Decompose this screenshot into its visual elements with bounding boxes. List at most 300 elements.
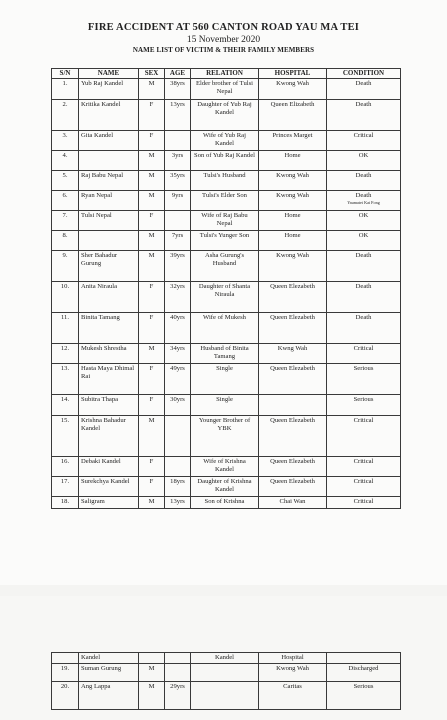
- sex-cell: [139, 79, 165, 100]
- hospital-cell: [259, 282, 327, 313]
- name-cell: [79, 395, 139, 416]
- name-cell: [79, 344, 139, 364]
- table-row: [52, 663, 401, 681]
- sex-cell-text: M: [148, 80, 155, 87]
- age-cell: [165, 100, 191, 131]
- hospital-cell: [259, 171, 327, 191]
- relation-cell-text: Wife of Krishna Kandel: [203, 458, 246, 473]
- name-cell: [79, 497, 139, 509]
- header-hospital: HOSPITAL: [259, 69, 327, 79]
- header-sex: SEX: [139, 69, 165, 79]
- sn-cell: 20.: [52, 681, 79, 709]
- table-cell: Kandel: [191, 653, 259, 664]
- name-cell: [79, 211, 139, 231]
- sn-cell: [52, 191, 79, 211]
- hospital-cell-text: Chai Wan: [279, 498, 306, 505]
- sn-cell-text: 9.: [62, 252, 68, 259]
- hospital-cell-text: Home: [284, 212, 301, 219]
- age-cell: [165, 344, 191, 364]
- header-age: AGE: [165, 69, 191, 79]
- sn-cell: [52, 457, 79, 477]
- condition-cell-text: Critical: [353, 132, 374, 139]
- relation-cell-text: Asha Gurung's Husband: [204, 252, 245, 267]
- hospital-cell: [259, 477, 327, 497]
- hospital-cell-text: Queen Elezabeth: [270, 417, 315, 424]
- sn-cell-text: 8.: [62, 232, 68, 239]
- condition-cell-text: Critical: [353, 417, 374, 424]
- name-cell-text: Surekchya Kandel: [81, 478, 130, 485]
- name-cell: [79, 364, 139, 395]
- name-cell: Suman Gurung: [79, 663, 139, 681]
- hospital-cell-text: Queen Elezabeth: [270, 478, 315, 485]
- sex-cell: [139, 191, 165, 211]
- condition-cell-text: Death: [355, 101, 372, 108]
- table-row: [52, 151, 401, 171]
- age-cell: [165, 313, 191, 344]
- relation-cell: [191, 191, 259, 211]
- sn-cell: 19.: [52, 663, 79, 681]
- sn-cell: [52, 344, 79, 364]
- name-cell-text: Gita Kandel: [81, 132, 114, 139]
- condition-cell-text: OK: [358, 152, 369, 159]
- relation-cell: [191, 344, 259, 364]
- age-cell-text: 32yrs: [170, 283, 185, 290]
- condition-cell: [327, 231, 401, 251]
- hospital-cell: [259, 364, 327, 395]
- age-cell-text: 40yrs: [170, 314, 185, 321]
- relation-cell-text: Daughter of Krishna Kandel: [197, 478, 252, 493]
- sex-cell-text: F: [149, 478, 154, 485]
- continued-header-row: [52, 653, 401, 664]
- victim-table-continued: [51, 652, 401, 710]
- condition-cell-text: Death: [355, 314, 372, 321]
- document-title: FIRE ACCIDENT AT 560 CANTON ROAD YAU MA TEI: [87, 22, 360, 33]
- condition-cell-text: OK: [358, 232, 369, 239]
- condition-cell: [327, 497, 401, 509]
- relation-cell-text: Son of Krishna: [204, 498, 245, 505]
- name-cell-text: Mukesh Shrestha: [81, 345, 127, 352]
- name-cell: Ang Lappa: [79, 681, 139, 709]
- sn-cell-text: 12.: [60, 345, 70, 352]
- condition-cell: [327, 79, 401, 100]
- table-row: [52, 131, 401, 151]
- relation-cell-text: Tulsi's Elder Son: [202, 192, 247, 199]
- age-cell: [165, 231, 191, 251]
- relation-cell-text: Daughter of Yub Raj Kandel: [197, 101, 252, 116]
- hospital-cell: [259, 151, 327, 171]
- sn-cell: [52, 100, 79, 131]
- sex-cell: [139, 131, 165, 151]
- relation-cell-text: Wife of Yub Raj Kandel: [203, 132, 246, 147]
- table-cell: [327, 653, 401, 664]
- table-row: [52, 477, 401, 497]
- age-cell: [165, 282, 191, 313]
- sex-cell: [139, 457, 165, 477]
- hospital-cell-text: Kwong Wah: [276, 252, 309, 259]
- sn-cell: [52, 395, 79, 416]
- sex-cell: [139, 395, 165, 416]
- relation-cell: [191, 211, 259, 231]
- relation-cell-text: Daughter of Shanta Niraula: [198, 283, 251, 298]
- relation-cell: [191, 79, 259, 100]
- age-cell: [165, 395, 191, 416]
- relation-cell: [191, 681, 259, 709]
- hospital-cell: [259, 79, 327, 100]
- name-cell: [79, 282, 139, 313]
- sex-cell: [139, 251, 165, 282]
- hospital-cell: [259, 251, 327, 282]
- condition-cell-text: Serious: [353, 365, 374, 372]
- sn-cell: [52, 477, 79, 497]
- age-cell-text: 13yrs: [170, 101, 185, 108]
- age-cell: [165, 457, 191, 477]
- condition-cell-text: Critical: [353, 458, 374, 465]
- relation-cell: [191, 477, 259, 497]
- age-cell: [165, 211, 191, 231]
- sex-cell-text: M: [148, 232, 155, 239]
- table-row: [52, 231, 401, 251]
- hospital-cell: [259, 131, 327, 151]
- hospital-cell-text: Queen Elezabeth: [270, 458, 315, 465]
- table-row: [52, 313, 401, 344]
- name-cell-text: Sher Bahadur Gurung: [81, 252, 118, 267]
- age-cell-text: 49yrs: [170, 365, 185, 372]
- hospital-cell: [259, 313, 327, 344]
- sn-cell-text: 14.: [60, 396, 70, 403]
- relation-cell: [191, 131, 259, 151]
- condition-cell: [327, 282, 401, 313]
- header-sn: S/N: [52, 69, 79, 79]
- sn-cell-text: 7.: [62, 212, 68, 219]
- sn-cell-text: 11.: [61, 314, 69, 321]
- age-cell-text: 34yrs: [170, 345, 185, 352]
- table-cell: Kandel: [79, 653, 139, 664]
- table-row: [52, 395, 401, 416]
- sn-cell-text: 3.: [62, 132, 68, 139]
- header-condition: CONDITION: [327, 69, 401, 79]
- sn-cell-text: 18.: [60, 498, 70, 505]
- condition-cell-text: Critical: [353, 345, 374, 352]
- sex-cell: [139, 282, 165, 313]
- age-cell-text: 35yrs: [170, 172, 185, 179]
- name-cell: [79, 79, 139, 100]
- sex-cell: [139, 477, 165, 497]
- age-cell: [165, 416, 191, 457]
- condition-cell: [327, 344, 401, 364]
- relation-cell-text: Tulsi's Husband: [203, 172, 246, 179]
- name-cell-text: Anita Niraula: [81, 283, 118, 290]
- sex-cell-text: M: [148, 252, 155, 259]
- relation-cell: [191, 395, 259, 416]
- sex-cell-text: F: [149, 396, 154, 403]
- sex-cell: [139, 171, 165, 191]
- sex-cell: [139, 231, 165, 251]
- hospital-cell: [259, 191, 327, 211]
- victim-table: [51, 68, 401, 509]
- condition-cell: [327, 457, 401, 477]
- hospital-cell-text: Queen Elezabeth: [270, 283, 315, 290]
- hospital-cell: [259, 344, 327, 364]
- sn-cell: [52, 211, 79, 231]
- condition-cell-text: Serious: [353, 396, 374, 403]
- name-cell-text: Hasta Maya Dhimal Rai: [81, 365, 135, 380]
- hospital-cell: [259, 497, 327, 509]
- age-cell-text: 3yrs: [171, 152, 184, 159]
- name-cell-text: Binita Tamang: [81, 314, 120, 321]
- relation-cell: [191, 282, 259, 313]
- sex-cell: M: [139, 681, 165, 709]
- relation-cell: [191, 364, 259, 395]
- sex-cell-text: F: [149, 458, 154, 465]
- relation-cell: [191, 100, 259, 131]
- table-row: [52, 171, 401, 191]
- condition-cell: [327, 251, 401, 282]
- age-cell-text: 39yrs: [170, 252, 185, 259]
- hospital-cell: Caritas: [259, 681, 327, 709]
- hospital-cell: [259, 416, 327, 457]
- sn-cell: [52, 251, 79, 282]
- sex-cell: M: [139, 663, 165, 681]
- relation-cell-text: Elder brother of Tulsi Nepal: [196, 80, 253, 95]
- sn-cell: [52, 364, 79, 395]
- table-row: [52, 79, 401, 100]
- relation-cell-text: Wife of Mukesh: [203, 314, 246, 321]
- name-cell-text: Ryan Nepal: [81, 192, 113, 199]
- hospital-cell-text: Home: [284, 152, 301, 159]
- sn-cell-text: 6.: [62, 192, 68, 199]
- condition-cell: [327, 151, 401, 171]
- age-cell: [165, 171, 191, 191]
- age-cell: [165, 79, 191, 100]
- age-cell: [165, 251, 191, 282]
- condition-cell: [327, 364, 401, 395]
- sex-cell-text: F: [149, 365, 154, 372]
- sn-cell: [52, 231, 79, 251]
- table-header-row: [52, 69, 401, 79]
- name-cell-text: Krishna Bahadur Kandel: [81, 417, 126, 432]
- name-cell-text: Tulsi Nepal: [81, 212, 112, 219]
- sn-cell-text: 2.: [62, 101, 68, 108]
- sex-cell: [139, 151, 165, 171]
- sex-cell: [139, 100, 165, 131]
- name-cell-text: Debaki Kandel: [81, 458, 121, 465]
- age-cell-text: 18yrs: [170, 478, 185, 485]
- table-cell: [52, 653, 79, 664]
- sn-cell: [52, 497, 79, 509]
- condition-cell: Discharged: [327, 663, 401, 681]
- hospital-cell-text: Princes Marget: [272, 132, 313, 139]
- age-cell: [165, 191, 191, 211]
- age-cell-text: 7yrs: [171, 232, 184, 239]
- hospital-cell: [259, 395, 327, 416]
- hospital-cell-text: Queen Elizabeth: [270, 101, 315, 108]
- sn-cell-text: 1.: [62, 80, 68, 87]
- sex-cell: [139, 364, 165, 395]
- relation-cell: [191, 313, 259, 344]
- relation-cell: [191, 416, 259, 457]
- sex-cell-text: M: [148, 152, 155, 159]
- sn-cell: [52, 79, 79, 100]
- sex-cell-text: M: [148, 172, 155, 179]
- age-cell: [165, 131, 191, 151]
- name-cell: [79, 251, 139, 282]
- relation-cell: [191, 497, 259, 509]
- hospital-cell-text: Queen Elezabeth: [270, 314, 315, 321]
- sn-cell-text: 4.: [62, 152, 68, 159]
- hospital-cell: [259, 457, 327, 477]
- document-date: 15 November 2020: [186, 35, 261, 45]
- hospital-cell: Kwong Wah: [259, 663, 327, 681]
- hospital-cell: [259, 100, 327, 131]
- name-cell-text: Saligram: [81, 498, 105, 505]
- table-row: [52, 251, 401, 282]
- relation-cell: [191, 171, 259, 191]
- name-cell: [79, 457, 139, 477]
- condition-cell: [327, 171, 401, 191]
- hospital-cell-text: Kwong Wah: [276, 80, 309, 87]
- condition-cell: [327, 131, 401, 151]
- relation-cell: [191, 251, 259, 282]
- age-cell-text: 9yrs: [171, 192, 184, 199]
- condition-cell-text: OK: [358, 212, 369, 219]
- table-row: [52, 457, 401, 477]
- condition-cell-text: Death: [355, 80, 372, 87]
- condition-cell: [327, 211, 401, 231]
- relation-cell-text: Single: [216, 365, 233, 372]
- name-cell-text: Raj Babu Nepal: [81, 172, 124, 179]
- sn-cell-text: 15.: [60, 417, 70, 424]
- age-cell-text: 38yrs: [170, 80, 185, 87]
- name-cell: [79, 151, 139, 171]
- age-cell: [165, 497, 191, 509]
- name-cell: [79, 313, 139, 344]
- condition-cell-text: Death: [355, 172, 372, 179]
- name-cell: [79, 416, 139, 457]
- condition-cell: Serious: [327, 681, 401, 709]
- name-cell: [79, 171, 139, 191]
- sn-cell: [52, 131, 79, 151]
- hospital-cell-text: Home: [284, 232, 301, 239]
- relation-cell-text: Son of Yub Raj Kandel: [194, 152, 255, 159]
- condition-cell-text: Critical: [353, 498, 374, 505]
- name-cell-text: Yub Raj Kandel: [81, 80, 124, 87]
- relation-cell: [191, 457, 259, 477]
- condition-cell: [327, 191, 401, 211]
- relation-cell-text: Younger Brother of YBK: [198, 417, 251, 432]
- condition-cell: [327, 100, 401, 131]
- sn-cell: [52, 416, 79, 457]
- age-cell: [165, 151, 191, 171]
- table-row: [52, 416, 401, 457]
- sex-cell-text: F: [149, 314, 154, 321]
- condition-cell: [327, 395, 401, 416]
- hospital-cell: [259, 211, 327, 231]
- relation-cell-text: Tulsi's Yunger Son: [199, 232, 250, 239]
- sn-cell-text: 5.: [62, 172, 68, 179]
- sn-cell-text: 16.: [60, 458, 70, 465]
- age-cell: [165, 364, 191, 395]
- table-cell: [165, 653, 191, 664]
- table-row: [52, 282, 401, 313]
- sex-cell-text: M: [148, 192, 155, 199]
- name-cell: [79, 100, 139, 131]
- relation-cell: [191, 151, 259, 171]
- age-cell: [165, 663, 191, 681]
- table-row: [52, 100, 401, 131]
- condition-cell: [327, 477, 401, 497]
- age-cell-text: 30yrs: [170, 396, 185, 403]
- relation-cell: [191, 663, 259, 681]
- header-relation: RELATION: [191, 69, 259, 79]
- condition-cell-text: Critical: [353, 478, 374, 485]
- sex-cell-text: M: [148, 345, 155, 352]
- sex-cell: [139, 344, 165, 364]
- age-cell-text: 13yrs: [170, 498, 185, 505]
- sex-cell-text: F: [149, 132, 154, 139]
- sex-cell-text: F: [149, 212, 154, 219]
- name-cell-text: Kritika Kandel: [81, 101, 121, 108]
- hospital-cell-text: Kwong Wah: [276, 172, 309, 179]
- condition-cell-text: Death: [355, 192, 372, 199]
- table-row: [52, 211, 401, 231]
- header-name: NAME: [79, 69, 139, 79]
- sex-cell: [139, 497, 165, 509]
- victim-table-body: [52, 79, 401, 509]
- hospital-cell-text: Queen Elezabeth: [270, 365, 315, 372]
- relation-cell: [191, 231, 259, 251]
- hospital-cell-text: Kwong Wah: [276, 192, 309, 199]
- name-cell: [79, 131, 139, 151]
- relation-cell-text: Single: [216, 396, 233, 403]
- sex-cell-text: F: [149, 283, 154, 290]
- condition-cell: [327, 313, 401, 344]
- table-cell: Hospital: [259, 653, 327, 664]
- sex-cell: [139, 211, 165, 231]
- name-cell-text: Subitra Thapa: [81, 396, 119, 403]
- condition-note: Yaumatei Kai Fong: [347, 199, 380, 205]
- name-cell: [79, 477, 139, 497]
- name-cell: [79, 191, 139, 211]
- table-row: [52, 681, 401, 709]
- age-cell: 29yrs: [165, 681, 191, 709]
- sn-cell-text: 13.: [60, 365, 70, 372]
- condition-cell-text: Death: [355, 283, 372, 290]
- table-cell: [139, 653, 165, 664]
- table-row: [52, 364, 401, 395]
- sex-cell-text: M: [148, 417, 155, 424]
- document-subtitle: NAME LIST OF VICTIM & THEIR FAMILY MEMBERS: [132, 46, 315, 54]
- condition-cell-text: Death: [355, 252, 372, 259]
- sn-cell-text: 17.: [60, 478, 70, 485]
- sn-cell: [52, 282, 79, 313]
- hospital-cell-text: Kwng Wah: [277, 345, 308, 352]
- relation-cell-text: Wife of Raj Babu Nepal: [201, 212, 248, 227]
- hospital-cell: [259, 231, 327, 251]
- sex-cell: [139, 416, 165, 457]
- sn-cell: [52, 151, 79, 171]
- sn-cell: [52, 313, 79, 344]
- sn-cell: [52, 171, 79, 191]
- table-row: [52, 497, 401, 509]
- sex-cell: [139, 313, 165, 344]
- sex-cell-text: F: [149, 101, 154, 108]
- sn-cell-text: 10.: [60, 283, 70, 290]
- sex-cell-text: M: [148, 498, 155, 505]
- relation-cell-text: Husband of Binita Tamang: [200, 345, 249, 360]
- table-row: [52, 191, 401, 211]
- name-cell: [79, 231, 139, 251]
- age-cell: [165, 477, 191, 497]
